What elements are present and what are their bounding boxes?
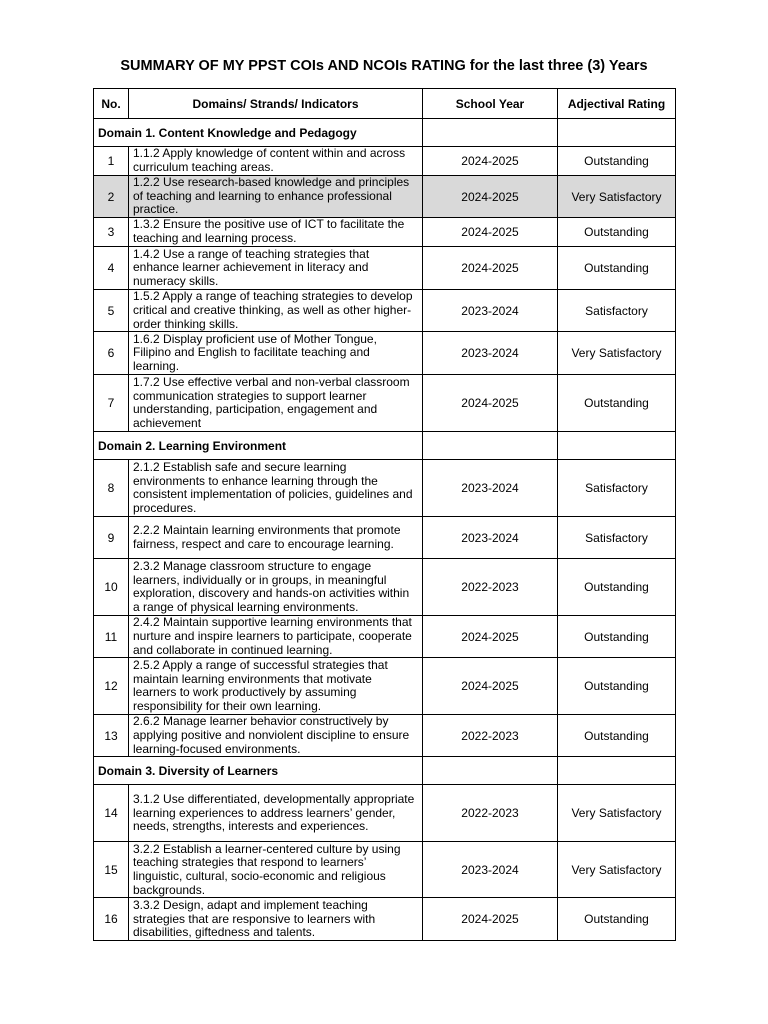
school-year: 2023-2024 [423, 290, 558, 332]
school-year: 2024-2025 [423, 658, 558, 715]
indicator-text: 2.1.2 Establish safe and secure learning environments to enhance learning through the consistent implementation of policies, guidelines and procedures. [129, 460, 423, 517]
header-row [94, 89, 676, 119]
indicator-text: 3.2.2 Establish a learner-centered culture by using teaching strategies that respond to learners’ linguistic, cultural, socio-economic and religious backgrounds. [129, 842, 423, 898]
row-number: 4 [94, 247, 129, 290]
indicator-text: 3.1.2 Use differentiated, developmentally appropriate learning experiences to address learners’ gender, needs, strengths, interests and experiences. [129, 785, 423, 842]
table-row [94, 559, 676, 616]
table-row [94, 785, 676, 842]
table-row [94, 715, 676, 757]
row-number: 15 [94, 842, 129, 898]
row-number: 8 [94, 460, 129, 517]
table-row [94, 517, 676, 559]
indicator-text: 1.6.2 Display proficient use of Mother Tongue, Filipino and English to facilitate teaching and learning. [129, 332, 423, 375]
indicator-text: 1.2.2 Use research-based knowledge and principles of teaching and learning to enhance professional practice. [129, 176, 423, 218]
adjectival-rating: Satisfactory [558, 517, 676, 559]
adjectival-rating: Outstanding [558, 715, 676, 757]
document-title: SUMMARY OF MY PPST COIs AND NCOIs RATING for the last three (3) Years [120, 58, 648, 74]
table-row [94, 658, 676, 715]
row-number: 5 [94, 290, 129, 332]
table-row [94, 332, 676, 375]
indicator-text: 1.1.2 Apply knowledge of content within and across curriculum teaching areas. [129, 147, 423, 176]
empty-cell [423, 119, 558, 147]
table-row [94, 898, 676, 941]
school-year: 2022-2023 [423, 715, 558, 757]
adjectival-rating: Outstanding [558, 898, 676, 941]
school-year: 2023-2024 [423, 332, 558, 375]
school-year: 2024-2025 [423, 247, 558, 290]
school-year: 2023-2024 [423, 842, 558, 898]
row-number: 10 [94, 559, 129, 616]
adjectival-rating: Outstanding [558, 658, 676, 715]
empty-cell [423, 757, 558, 785]
table-row [94, 247, 676, 290]
adjectival-rating: Outstanding [558, 559, 676, 616]
empty-cell [423, 432, 558, 460]
adjectival-rating: Outstanding [558, 375, 676, 432]
school-year: 2023-2024 [423, 517, 558, 559]
domain-row [94, 432, 676, 460]
table-row [94, 218, 676, 247]
indicator-text: 3.3.2 Design, adapt and implement teaching strategies that are responsive to learners with disabilities, giftedness and talents. [129, 898, 423, 941]
school-year: 2022-2023 [423, 785, 558, 842]
ppst-rating-table [93, 88, 676, 941]
school-year: 2024-2025 [423, 218, 558, 247]
adjectival-rating: Very Satisfactory [558, 176, 676, 218]
row-number: 9 [94, 517, 129, 559]
table-row [94, 842, 676, 898]
row-number: 12 [94, 658, 129, 715]
table-row [94, 147, 676, 176]
school-year: 2024-2025 [423, 898, 558, 941]
table-row [94, 375, 676, 432]
school-year: 2023-2024 [423, 460, 558, 517]
domain-label: Domain 3. Diversity of Learners [94, 757, 423, 785]
table-row-highlighted [94, 176, 676, 218]
adjectival-rating: Outstanding [558, 218, 676, 247]
row-number: 3 [94, 218, 129, 247]
row-number: 2 [94, 176, 129, 218]
school-year: 2024-2025 [423, 616, 558, 658]
row-number: 11 [94, 616, 129, 658]
empty-cell [558, 432, 676, 460]
domain-row [94, 119, 676, 147]
indicator-text: 2.6.2 Manage learner behavior constructively by applying positive and nonviolent discipline to ensure learning-focused environments. [129, 715, 423, 757]
row-number: 16 [94, 898, 129, 941]
domain-label: Domain 2. Learning Environment [94, 432, 423, 460]
adjectival-rating: Very Satisfactory [558, 785, 676, 842]
indicator-text: 1.4.2 Use a range of teaching strategies that enhance learner achievement in literacy and numeracy skills. [129, 247, 423, 290]
header-indicators: Domains/ Strands/ Indicators [129, 89, 423, 119]
indicator-text: 1.3.2 Ensure the positive use of ICT to facilitate the teaching and learning process. [129, 218, 423, 247]
school-year: 2024-2025 [423, 176, 558, 218]
table-row [94, 616, 676, 658]
indicator-text: 2.2.2 Maintain learning environments that promote fairness, respect and care to encourage learning. [129, 517, 423, 559]
adjectival-rating: Outstanding [558, 247, 676, 290]
empty-cell [558, 757, 676, 785]
indicator-text: 2.5.2 Apply a range of successful strategies that maintain learning environments that motivate learners to work productively by assuming responsibility for their own learning. [129, 658, 423, 715]
adjectival-rating: Very Satisfactory [558, 842, 676, 898]
row-number: 6 [94, 332, 129, 375]
domain-row [94, 757, 676, 785]
table-row [94, 290, 676, 332]
school-year: 2024-2025 [423, 375, 558, 432]
indicator-text: 1.7.2 Use effective verbal and non-verbal classroom communication strategies to support learner understanding, participation, engagement and achievement [129, 375, 423, 432]
table-row [94, 460, 676, 517]
header-adjectival-rating: Adjectival Rating [558, 89, 676, 119]
row-number: 14 [94, 785, 129, 842]
domain-label: Domain 1. Content Knowledge and Pedagogy [94, 119, 423, 147]
indicator-text: 2.3.2 Manage classroom structure to engage learners, individually or in groups, in meaningful exploration, discovery and hands-on activities within a range of physical learning environments. [129, 559, 423, 616]
indicator-text: 2.4.2 Maintain supportive learning environments that nurture and inspire learners to participate, cooperate and collaborate in continued learning. [129, 616, 423, 658]
adjectival-rating: Outstanding [558, 616, 676, 658]
school-year: 2024-2025 [423, 147, 558, 176]
adjectival-rating: Satisfactory [558, 290, 676, 332]
school-year: 2022-2023 [423, 559, 558, 616]
row-number: 7 [94, 375, 129, 432]
header-no: No. [94, 89, 129, 119]
indicator-text: 1.5.2 Apply a range of teaching strategies to develop critical and creative thinking, as well as other higher-order thinking skills. [129, 290, 423, 332]
row-number: 1 [94, 147, 129, 176]
row-number: 13 [94, 715, 129, 757]
empty-cell [558, 119, 676, 147]
header-school-year: School Year [423, 89, 558, 119]
adjectival-rating: Outstanding [558, 147, 676, 176]
adjectival-rating: Satisfactory [558, 460, 676, 517]
adjectival-rating: Very Satisfactory [558, 332, 676, 375]
